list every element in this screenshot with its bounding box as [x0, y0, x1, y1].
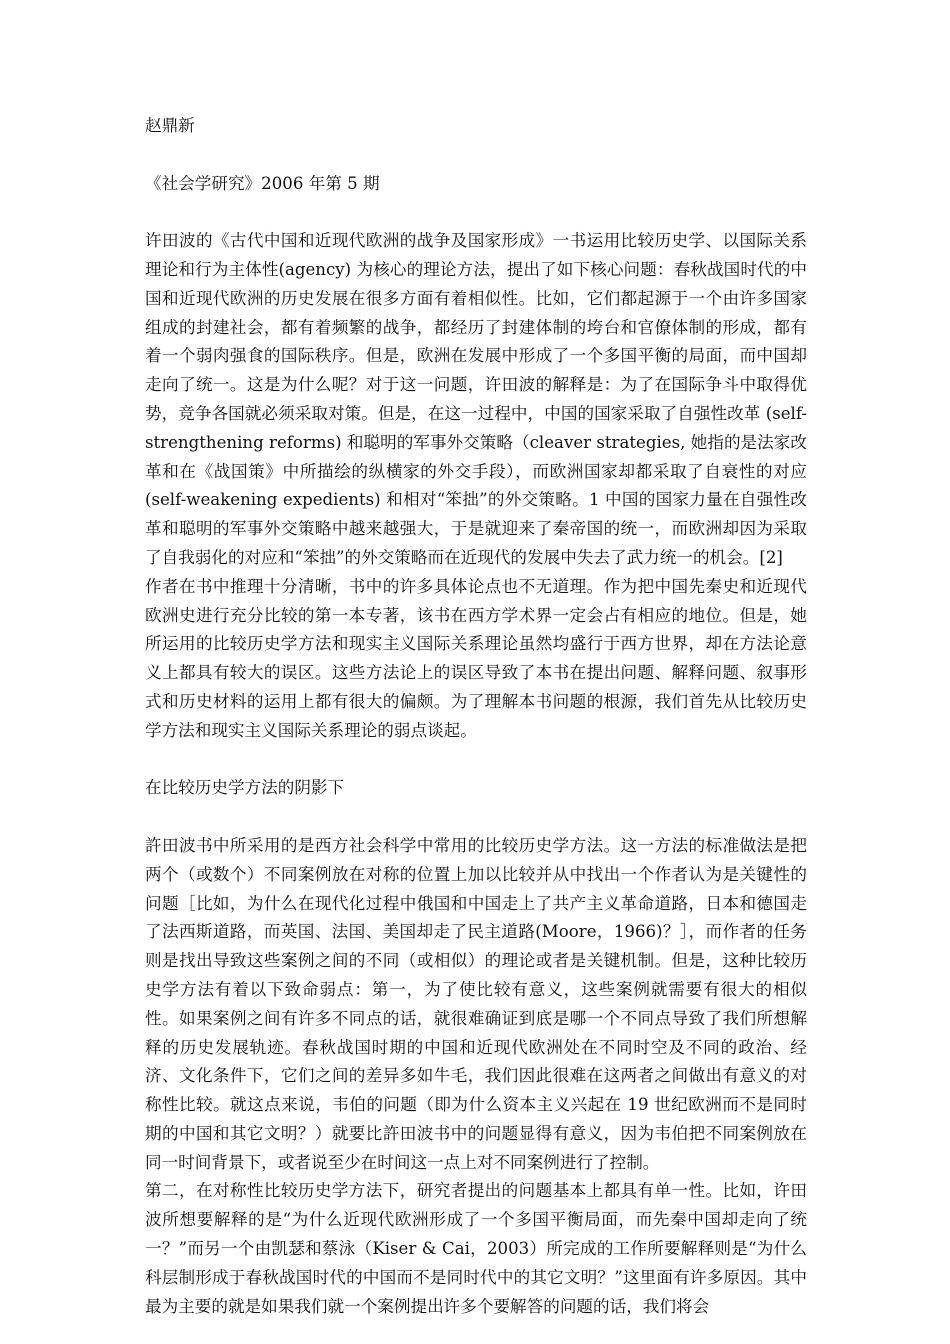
section-paragraph-1: 許田波书中所采用的是西方社会科学中常用的比较历史学方法。这一方法的标准做法是把两个（或数个）不同案例放在对称的位置上加以比较并从中找出一个作者认为是关键性的问题［比如，为什么在现代化过程中俄国和中国走上了共产主义革命道路，日本和德国走了法西斯道路，而英国、法国、美国却走了民主道路(Moore，1966)？］，而作者的任务则是找出导致这些案例之间的不同（或相似）的理论或者是关键机制。但是，这种比较历史学方法有着以下致命弱点：第一，为了使比较有意义，这些案例就需要有很大的相似性。如果案例之间有许多不同点的话，就很难确证到底是哪一个不同点导致了我们所想解释的历史发展轨迹。春秋战国时期的中国和近现代欧洲处在不同时空及不同的政治、经济、文化条件下，它们之间的差异多如牛毛，我们因此很难在这两者之间做出有意义的对称性比较。就这点来说，韦伯的问题（即为什么资本主义兴起在 19 世纪欧洲而不是同时期的中国和其它文明？）就要比許田波书中的问题显得有意义，因为韦伯把不同案例放在同一时间背景下，或者说至少在时间这一点上对不同案例进行了控制。: [145, 835, 807, 1172]
section-heading: 在比较历史学方法的阴影下: [145, 778, 345, 798]
document-page: [145, 112, 807, 1321]
body-paragraph-2: 作者在书中推理十分清晰，书中的许多具体论点也不无道理。作为把中国先秦史和近现代欧洲史进行充分比较的第一本专著，该书在西方学术界一定会占有相应的地位。但是，她所运用的比较历史学方法和现实主义国际关系理论虽然均盛行于西方世界，却在方法论意义上都具有较大的误区。这些方法论上的误区导致了本书在提出问题、解释问题、叙事形式和历史材料的运用上都有很大的偏颇。为了理解本书问题的根源，我们首先从比较历史学方法和现实主义国际关系理论的弱点谈起。: [145, 576, 807, 740]
publication-source: 《社会学研究》2006 年第 5 期: [145, 173, 380, 193]
body-paragraph-1: 许田波的《古代中国和近现代欧洲的战争及国家形成》一书运用比较历史学、以国际关系理论和行为主体性(agency) 为核心的理论方法，提出了如下核心问题：春秋战国时代的中国和近现代欧洲的历史发展在很多方面有着相似性。比如，它们都起源于一个由许多国家组成的封建社会，都有着频繁的战争，都经历了封建体制的垮台和官僚体制的形成，都有着一个弱肉强食的国际秩序。但是，欧洲在发展中形成了一个多国平衡的局面，而中国却走向了统一。这是为什么呢？对于这一问题，许田波的解释是：为了在国际争斗中取得优势，竞争各国就必须采取对策。但是，在这一过程中，中国的国家采取了自强性改革 (self-strengthening reforms) 和聪明的军事外交策略（cleaver strategies, 她指的是法家改革和在《战国策》中所描绘的纵横家的外交手段），而欧洲国家却都采取了自衰性的对应 (self-weakening expedients) 和相对“笨拙”的外交策略。1 中国的国家力量在自强性改革和聪明的军事外交策略中越来越强大，于是就迎来了秦帝国的统一，而欧洲却因为采取了自我弱化的对应和“笨拙”的外交策略而在近现代的发展中失去了武力统一的机会。[2]: [145, 231, 807, 567]
section-paragraph-2: 第二，在对称性比较历史学方法下，研究者提出的问题基本上都具有单一性。比如，许田波所想要解释的是“为什么近现代欧洲形成了一个多国平衡局面，而先秦中国却走向了统一？”而另一个由凯瑟和蔡泳（Kiser & Cai，2003）所完成的工作所要解释则是“为什么科层制形成于春秋战国时代的中国而不是同时代中的其它文明？”这里面有许多原因。其中最为主要的就是如果我们就一个案例提出许多个要解答的问题的话，我们将会: [145, 1181, 807, 1316]
author-name: 赵鼎新: [145, 116, 195, 135]
